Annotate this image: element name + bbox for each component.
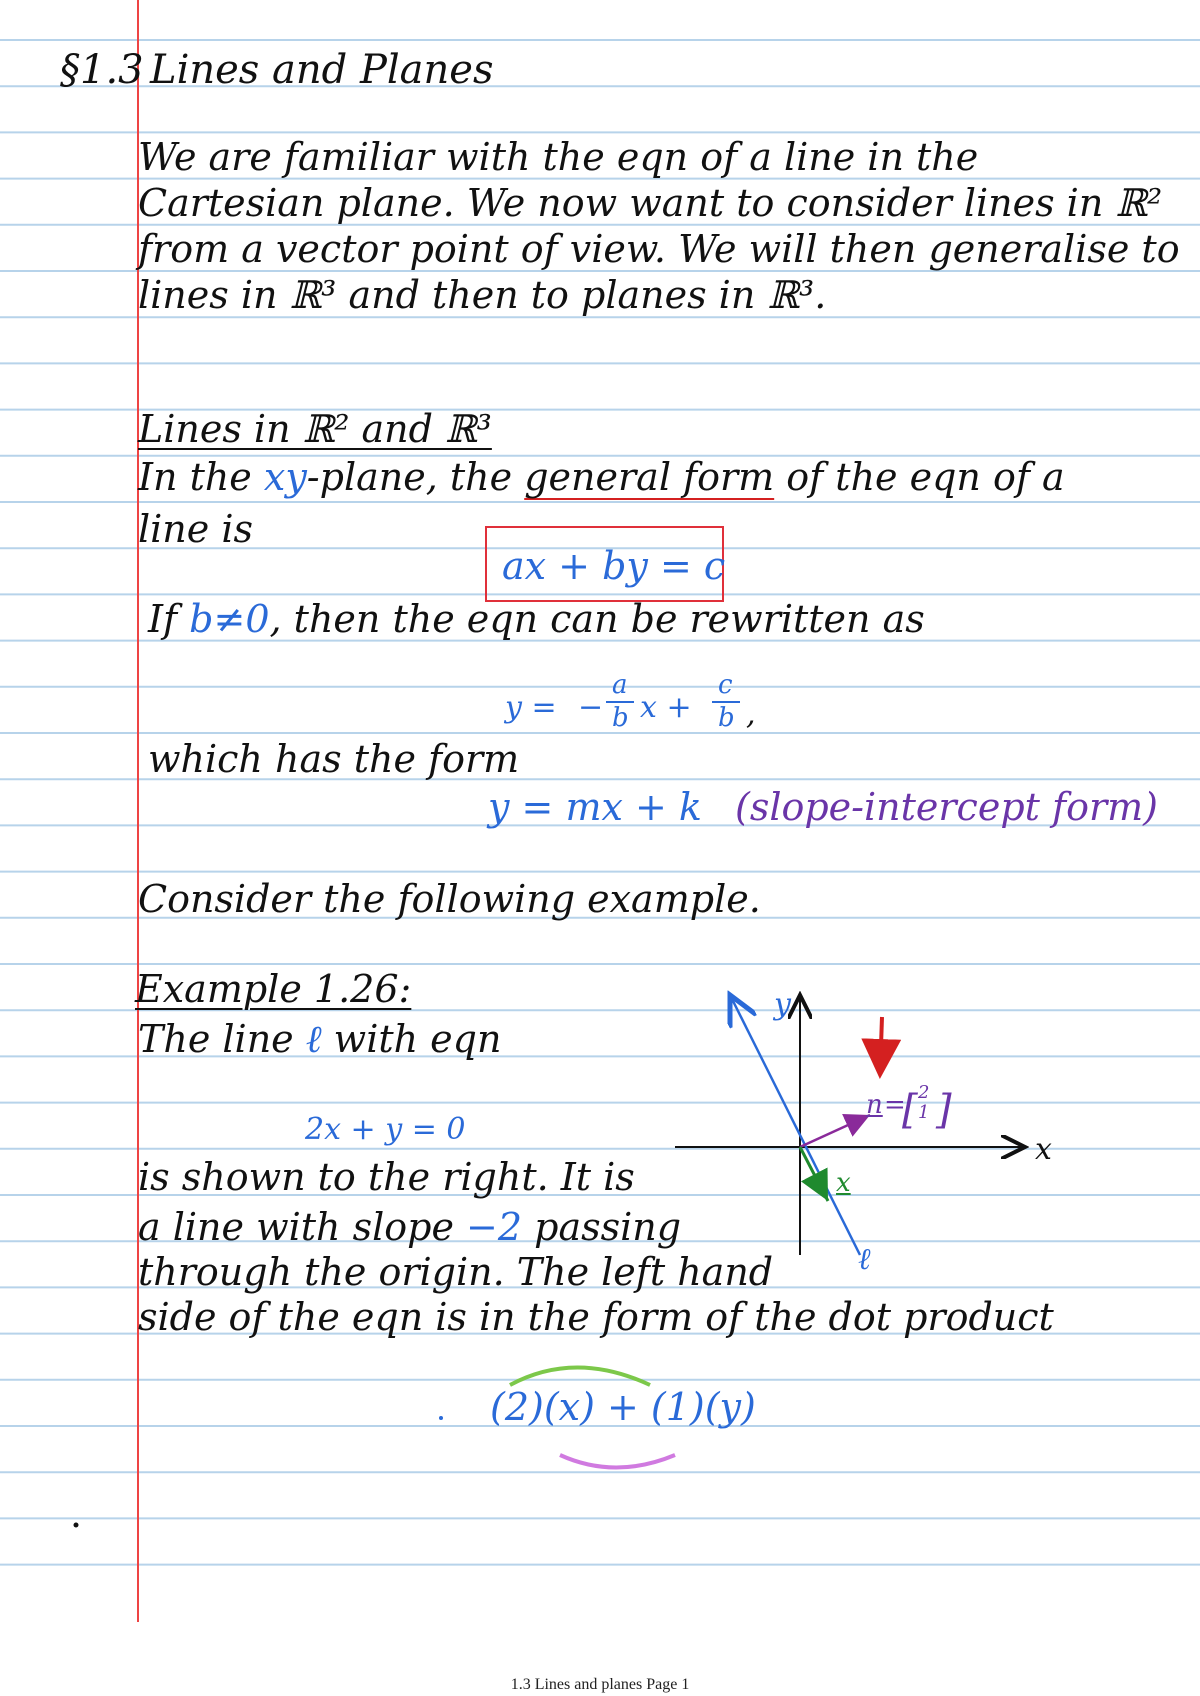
pink-arc — [560, 1455, 675, 1468]
which-line: which has the form — [148, 737, 520, 781]
xy-suffix: of the eqn of a — [786, 455, 1065, 499]
xy-label: xy — [263, 455, 307, 499]
diagram-x-label: x — [1035, 1132, 1052, 1167]
consider-line: Consider the following example. — [138, 877, 761, 921]
dot-product: (2)(x) + (1)(y) — [490, 1385, 756, 1429]
example-body-2b: passing — [534, 1205, 682, 1249]
diagram-n-bracket-right: ] — [936, 1087, 952, 1133]
diagram-n-eq-sign: = — [884, 1090, 906, 1120]
xy-line2: line is — [138, 507, 254, 551]
eq-y-a: a — [612, 670, 628, 700]
section-number: §1.3 — [60, 47, 144, 93]
diagram-ell-label: ℓ — [858, 1242, 871, 1277]
diagram-x-vec-label: x — [836, 1168, 851, 1198]
page-footer: 1.3 Lines and planes Page 1 — [510, 1676, 690, 1693]
xy-prefix: In the — [138, 455, 252, 499]
example-body-2 — [138, 1205, 682, 1249]
stray-dot — [70, 1515, 90, 1535]
intro-line-4: lines in ℝ³ and then to planes in ℝ³. — [138, 273, 827, 317]
diagram-n-top: 2 — [918, 1082, 930, 1103]
example-equation: 2x + y = 0 — [305, 1112, 466, 1147]
stray-dot-2 — [435, 1408, 455, 1428]
example-ell: ℓ — [305, 1017, 322, 1061]
eq-y-minus: − — [578, 690, 604, 725]
example-slope: −2 — [466, 1205, 523, 1249]
diagram-n-bot: 1 — [918, 1102, 930, 1123]
page-title: Lines and Planes — [150, 47, 494, 93]
example-body-1: is shown to the right. It is — [138, 1155, 635, 1199]
intro-line-1: We are familiar with the eqn of a line in the — [138, 135, 979, 179]
rewrite-cond: b≠0 — [189, 597, 270, 641]
normal-vector — [800, 1115, 870, 1147]
subsection-title: Lines in ℝ² and ℝ³ — [138, 407, 492, 451]
example-line1-end: with eqn — [333, 1017, 502, 1061]
eq-y-lhs: y = — [505, 690, 557, 725]
example-line1-start: The line — [138, 1017, 294, 1061]
boxed-equation: ax + by = c — [502, 544, 726, 588]
example-body-2a: a line with slope — [138, 1205, 454, 1249]
xy-para — [138, 455, 1065, 499]
red-marker — [880, 1017, 882, 1075]
example-body-4: side of the eqn is in the form of the dot product — [138, 1295, 1054, 1339]
example-body-3: through the origin. The left hand — [138, 1250, 774, 1294]
rewrite-suffix: , then the eqn can be rewritten as — [269, 597, 925, 641]
line-ell — [730, 995, 860, 1255]
diagram-y-label: y — [774, 987, 791, 1022]
example-line1 — [138, 1017, 502, 1061]
example-title: Example 1.26: — [135, 967, 412, 1011]
intro-line-3: from a vector point of view. We will then generalise to — [138, 227, 1180, 271]
green-arc — [510, 1368, 650, 1386]
eq-y-comma: , — [746, 697, 756, 732]
general-form: general form — [524, 455, 775, 499]
slope-intercept-eq: y = mx + k — [488, 785, 702, 829]
x-vector — [800, 1147, 828, 1201]
slope-intercept-note: (slope-intercept form) — [735, 785, 1158, 829]
rewrite-line — [148, 597, 925, 641]
eq-y-c: c — [718, 670, 733, 700]
line-diagram — [660, 975, 1080, 1275]
xy-mid: -plane, the — [306, 455, 513, 499]
diagram-n-bracket-left: [ — [902, 1087, 918, 1133]
eq-y-b: b — [612, 703, 629, 733]
eq-y-xplus: x + — [640, 690, 692, 725]
rewrite-prefix: If — [148, 597, 178, 641]
intro-line-2: Cartesian plane. We now want to consider lines in ℝ² — [138, 181, 1163, 225]
diagram-n-label: n — [866, 1090, 883, 1120]
eq-y-b2: b — [718, 703, 735, 733]
